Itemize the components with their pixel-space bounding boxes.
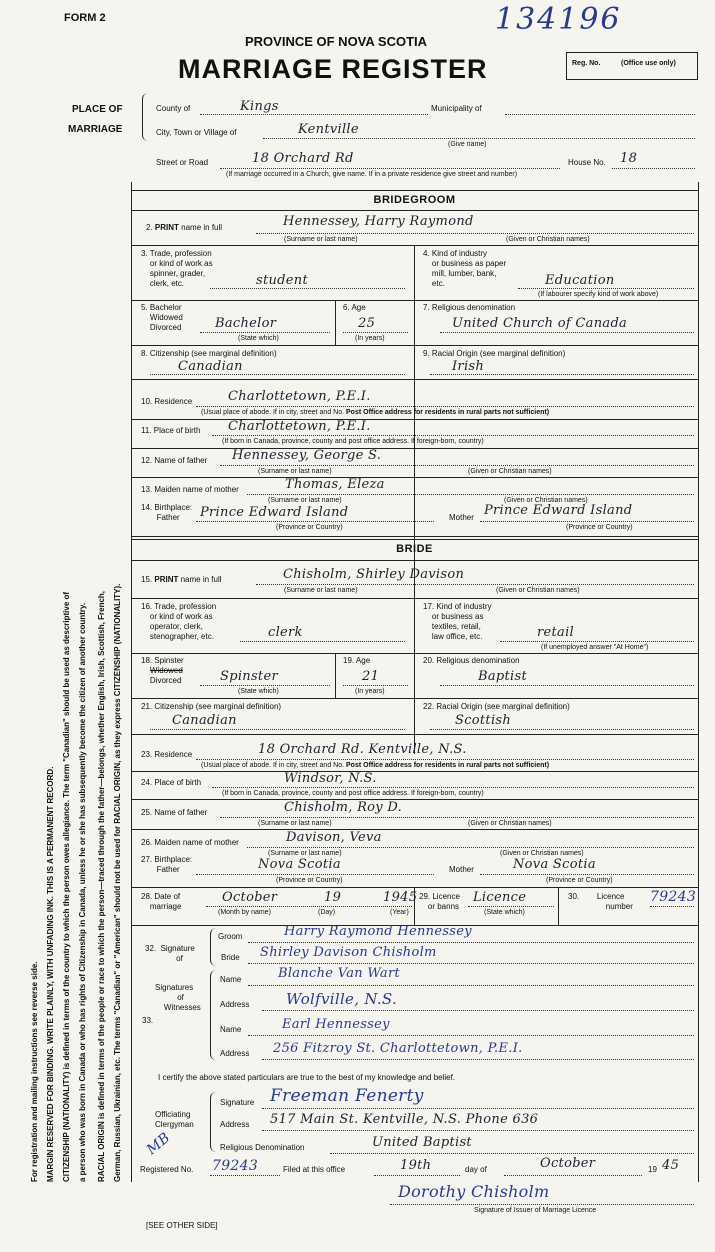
witness1-name-label: Name [220, 975, 242, 984]
bride-mother-value: Davison, Veva [286, 830, 382, 845]
groom-mother-label: 13. Maiden name of mother [141, 485, 239, 494]
groom-industry-label: 4. Kind of industry or business as paper mill, lumber, bank, etc. [423, 249, 507, 288]
witnesses-label: Signatures of Witnesses [155, 983, 201, 1012]
bride-bp-caption-1: (Province or Country) [276, 877, 343, 884]
groom-sig-label: Groom [218, 932, 243, 941]
place-label-1: PLACE OF [72, 104, 123, 115]
groom-residence-label: 10. Residence [141, 397, 193, 406]
groom-bp-caption-1: (Province or Country) [276, 524, 343, 531]
groom-name-value: Hennessey, Harry Raymond [283, 214, 474, 229]
groom-industry-value: Education [545, 273, 615, 288]
page-title: MARRIAGE REGISTER [178, 54, 488, 84]
witness2-address: 256 Fitzroy St. Charlottetown, P.E.I. [273, 1041, 523, 1056]
house-value: 18 [620, 151, 638, 166]
bride-residence-label: 23. Residence [141, 750, 193, 759]
bride-religion-label: 20. Religious denomination [423, 656, 520, 665]
bride-residence-caption: (Usual place of abode. If in city, street and No. Post Office address for residents in rural parts not sufficient) [201, 762, 550, 769]
groom-status-label: 5. Bachelor Widowed Divorced [141, 303, 183, 332]
margin-binding-notice: MARGIN RESERVED FOR BINDING. WRITE PLAINLY, WITH UNFADING INK. THIS IS A PERMANENT RECORD. [46, 766, 55, 1182]
groom-surname-caption: (Surname or last name) [284, 236, 358, 243]
street-label: Street or Road [156, 158, 209, 167]
groom-birth-value: Charlottetown, P.E.I. [228, 419, 371, 434]
groom-mother-value: Thomas, Eleza [285, 477, 385, 492]
filed-year-value: 45 [662, 1158, 680, 1173]
office-use-label: (Office use only) [621, 60, 676, 67]
bride-mother-label: 26. Maiden name of mother [141, 838, 239, 847]
day-of-label: day of [465, 1165, 487, 1174]
county-label: County of [156, 104, 191, 113]
signature-of-label: 32. Signature of [145, 944, 195, 963]
officiating-brace [210, 1092, 217, 1152]
bride-name-label: 15. PRINT name in full [141, 575, 222, 584]
groom-racial-label: 9. Racial Origin (see marginal definition) [423, 349, 566, 358]
bride-racial-label: 22. Racial Origin (see marginal definition) [423, 702, 570, 711]
bride-industry-value: retail [537, 625, 574, 640]
bride-industry-label: 17. Kind of industry or business as textiles, retail, law office, etc. [423, 602, 492, 641]
reg-no-label: Reg. No. [572, 60, 601, 67]
groom-bp-father-value: Prince Edward Island [200, 505, 349, 520]
bride-father-caption-2: (Given or Christian names) [468, 820, 552, 827]
municipality-label: Municipality of [431, 104, 482, 113]
licence-value: Licence [473, 890, 527, 905]
groom-age-label: 6. Age [343, 303, 366, 312]
licence-caption: (State which) [484, 909, 525, 916]
groom-trade-label: 3. Trade, profession or kind of work as spinner, grader, clerk, etc. [141, 249, 213, 288]
witness1-address: Wolfville, N.S. [286, 990, 398, 1008]
bride-heading: BRIDE [396, 543, 433, 555]
bride-religion-value: Baptist [478, 669, 528, 684]
filed-month-value: October [540, 1156, 596, 1171]
marriage-month-caption: (Month by name) [218, 909, 271, 916]
groom-citizenship-value: Canadian [178, 359, 243, 374]
bride-status-caption: (State which) [238, 688, 279, 695]
registered-no-value: 79243 [212, 1158, 259, 1174]
groom-bp-mother-label: Mother [449, 513, 474, 522]
bride-trade-label: 16. Trade, profession or kind of work as operator, clerk, stenographer, etc. [141, 602, 217, 641]
groom-birthplace-label: 14. Birthplace: Father [141, 503, 193, 522]
bride-father-value: Chisholm, Roy D. [284, 800, 403, 815]
bride-trade-value: clerk [268, 625, 303, 640]
groom-age-caption: (In years) [355, 335, 385, 342]
bride-age-caption: (In years) [355, 688, 385, 695]
bride-birth-caption: (If born in Canada, province, county and post office address. If foreign-born, country) [222, 790, 484, 797]
groom-residence-value: Charlottetown, P.E.I. [228, 389, 371, 404]
groom-citizenship-label: 8. Citizenship (see marginal definition) [141, 349, 277, 358]
groom-father-caption-2: (Given or Christian names) [468, 468, 552, 475]
groom-religion-value: United Church of Canada [452, 316, 628, 331]
marriage-date-label: 28. Date of marriage [141, 892, 182, 911]
bride-age-value: 21 [362, 669, 380, 684]
filed-label: Filed at this office [283, 1165, 346, 1174]
officiating-signature: Freeman Fenerty [270, 1086, 424, 1106]
margin-instructions: For registration and mailing instructions see reverse side. [30, 961, 39, 1182]
bride-age-label: 19. Age [343, 656, 371, 665]
groom-industry-caption: (If labourer specify kind of work above) [538, 291, 659, 298]
witness2-name: Earl Hennessey [282, 1017, 390, 1032]
see-other-side: [SEE OTHER SIDE] [146, 1221, 218, 1230]
registration-number: 134196 [495, 2, 622, 37]
witness1-address-label: Address [220, 1000, 250, 1009]
bride-citizenship-value: Canadian [172, 713, 237, 728]
bride-bp-mother-label: Mother [449, 865, 474, 874]
issuer-signature: Dorothy Chisholm [398, 1182, 550, 1201]
sig-brace [210, 928, 217, 966]
groom-birth-label: 11. Place of birth [141, 426, 201, 435]
bride-racial-value: Scottish [455, 713, 512, 728]
bridegroom-heading: BRIDEGROOM [373, 194, 456, 206]
groom-given-caption: (Given or Christian names) [506, 236, 590, 243]
officiating-label: Officiating Clergyman [155, 1110, 194, 1129]
witness-brace [210, 970, 217, 1060]
margin-racial-1: RACIAL ORIGIN is defined in terms of the people or race to which the person—traced through the father—belongs, whether English, Irish, Scottish, French, [97, 590, 106, 1182]
groom-name-label: 2. PRINT name in full [146, 223, 223, 232]
bride-mother-caption-2: (Given or Christian names) [500, 850, 584, 857]
province-heading: PROVINCE OF NOVA SCOTIA [245, 34, 428, 49]
registered-no-label: Registered No. [140, 1165, 194, 1174]
witness1-name: Blanche Van Wart [278, 966, 400, 981]
groom-status-value: Bachelor [215, 316, 277, 331]
bride-name-value: Chisholm, Shirley Davison [283, 567, 465, 582]
licence-label: 29. Licence or banns [419, 892, 460, 911]
filed-day-value: 19th [400, 1158, 432, 1173]
place-label-2: MARRIAGE [68, 124, 123, 135]
groom-mother-caption-2: (Given or Christian names) [504, 497, 588, 504]
bride-father-label: 25. Name of father [141, 808, 208, 817]
groom-age-value: 25 [358, 316, 376, 331]
bride-bp-father-value: Nova Scotia [258, 857, 341, 872]
marriage-month-value: October [222, 890, 278, 905]
bride-citizenship-label: 21. Citizenship (see marginal definition) [141, 702, 282, 711]
bride-residence-value: 18 Orchard Rd. Kentville, N.S. [258, 742, 467, 757]
groom-mother-caption-1: (Surname or last name) [268, 497, 342, 504]
bride-sig-label: Bride [221, 953, 240, 962]
witness2-name-label: Name [220, 1025, 242, 1034]
bride-signature: Shirley Davison Chisholm [260, 945, 437, 960]
form-number: FORM 2 [64, 12, 106, 24]
witnesses-number: 33. [142, 1016, 154, 1025]
bride-industry-caption: (If unemployed answer "At Home") [541, 644, 649, 651]
city-value: Kentville [298, 122, 359, 137]
licence-number-value: 79243 [650, 889, 697, 905]
bride-birthplace-label: 27. Birthplace: Father [141, 855, 193, 874]
filed-year-prefix: 19 [648, 1165, 657, 1174]
street-value: 18 Orchard Rd [252, 151, 354, 166]
bride-father-caption-1: (Surname or last name) [258, 820, 332, 827]
witness2-address-label: Address [220, 1049, 250, 1058]
officiating-religion: United Baptist [372, 1135, 472, 1150]
groom-bp-mother-value: Prince Edward Island [484, 503, 633, 518]
officiating-sig-label: Signature [220, 1098, 255, 1107]
groom-residence-caption: (Usual place of abode. If in city, street and No. Post Office address for residents in rural parts not sufficient) [201, 409, 550, 416]
registrar-initials: MB [143, 1129, 174, 1159]
groom-father-label: 12. Name of father [141, 456, 208, 465]
marriage-year-caption: (Year) [390, 909, 409, 916]
bride-bp-caption-2: (Province or Country) [546, 877, 613, 884]
bride-birth-value: Windsor, N.S. [284, 771, 377, 786]
groom-status-caption: (State which) [238, 335, 279, 342]
bride-mother-caption-1: (Surname or last name) [268, 850, 342, 857]
marriage-day-caption: (Day) [318, 909, 336, 916]
bride-surname-caption: (Surname or last name) [284, 587, 358, 594]
groom-trade-value: student [256, 273, 308, 288]
city-label: City, Town or Village of [156, 128, 237, 137]
groom-birth-caption: (If born in Canada, province, county and post office address. If foreign-born, country) [222, 438, 484, 445]
groom-religion-label: 7. Religious denomination [423, 303, 516, 312]
groom-racial-value: Irish [452, 359, 485, 374]
bride-status-label: 18. Spinster Widowed Divorced [141, 656, 184, 685]
officiating-address: 517 Main St. Kentville, N.S. Phone 636 [270, 1112, 539, 1127]
county-value: Kings [240, 99, 279, 114]
office-use-box [566, 52, 698, 80]
margin-citizenship-2: a person who was born in Canada or who has rights of Citizenship in Canada, unless he or she has subsequently become the citizen of another country. [78, 602, 87, 1182]
groom-bp-caption-2: (Province or Country) [566, 524, 633, 531]
officiating-religion-label: Religious Denomination [220, 1143, 305, 1152]
bride-birth-label: 24. Place of birth [141, 778, 202, 787]
bride-status-value: Spinster [220, 669, 278, 684]
licence-number-label: 30. Licence number [568, 892, 633, 911]
margin-racial-2: German, Russian, Ukrainian, etc. The terms "Canadian" or "American" should not be used for RACIAL ORIGIN, as they express CITIZENSHIP (NATIONALITY). [113, 583, 122, 1182]
certify-text: I certify the above stated particulars are true to the best of my knowledge and belief. [158, 1073, 456, 1082]
house-label: House No. [568, 158, 606, 167]
margin-citizenship-1: CITIZENSHIP (NATIONALITY) is defined in terms of the country to which the person owes allegiance. The term "Canadian" should be used as descriptive of [62, 591, 71, 1182]
marriage-year-value: 1945 [383, 890, 418, 905]
bride-bp-mother-value: Nova Scotia [513, 857, 596, 872]
groom-father-value: Hennessey, George S. [232, 448, 382, 463]
marriage-day-value: 19 [324, 890, 342, 905]
officiating-address-label: Address [220, 1120, 250, 1129]
place-note: (If marriage occurred in a Church, give name. If in a private residence give street and number) [226, 171, 518, 178]
give-name-caption: (Give name) [448, 141, 487, 148]
groom-signature: Harry Raymond Hennessey [284, 924, 472, 939]
issuer-caption: Signature of Issuer of Marriage Licence [474, 1207, 597, 1214]
bride-given-caption: (Given or Christian names) [496, 587, 580, 594]
groom-father-caption-1: (Surname or last name) [258, 468, 332, 475]
place-brace [142, 93, 149, 141]
